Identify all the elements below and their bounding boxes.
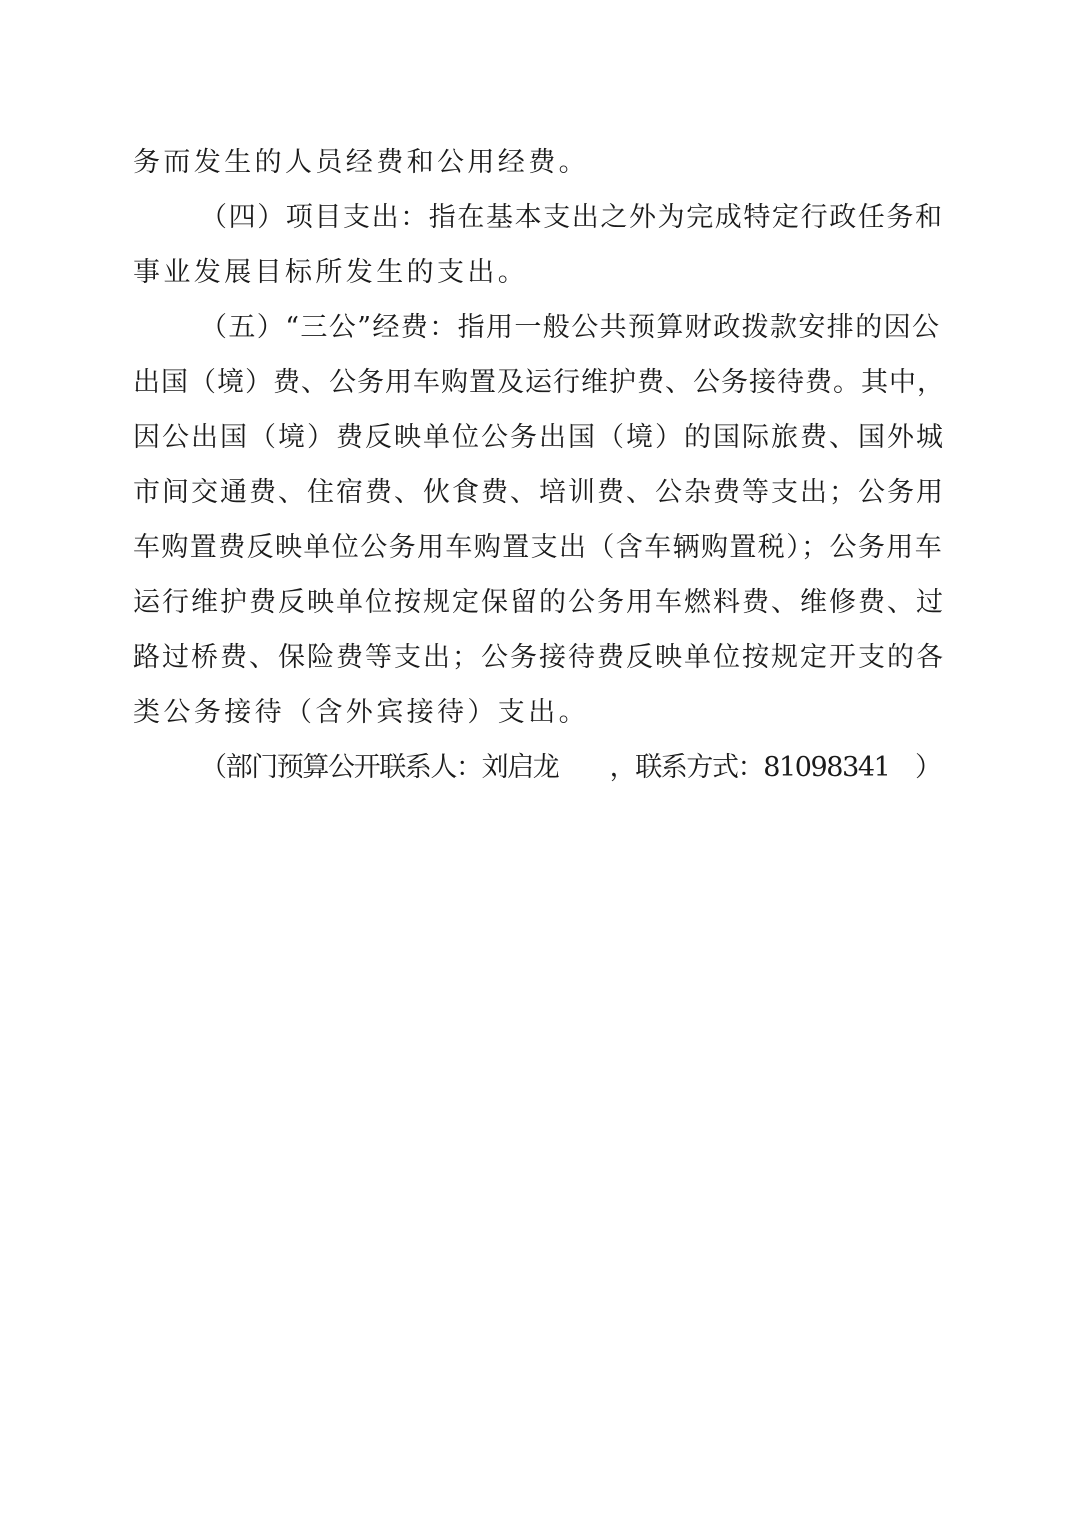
paragraph-line: （五）“三公”经费：指用一般公共预算财政拨款安排的因公	[200, 312, 941, 343]
paragraph-line: 市间交通费、住宿费、伙食费、培训费、公杂费等支出；公务用	[133, 477, 945, 508]
paragraph-line: 路过桥费、保险费等支出；公务接待费反映单位按规定开支的各	[133, 642, 945, 673]
paragraph-line: 务而发生的人员经费和公用经费。	[133, 147, 589, 178]
paragraph-line: 车购置费反映单位公务用车购置支出（含车辆购置税）；公务用车	[133, 532, 944, 563]
paragraph-line: （四）项目支出：指在基本支出之外为完成特定行政任务和	[200, 202, 944, 233]
paragraph-line: 运行维护费反映单位按规定保留的公务用车燃料费、维修费、过	[133, 587, 945, 618]
paragraph-line: 类公务接待（含外宾接待）支出。	[133, 697, 589, 728]
paragraph-line: 因公出国（境）费反映单位公务出国（境）的国际旅费、国外城	[133, 422, 945, 453]
paragraph-line: 出国（境）费、公务用车购置及运行维护费、公务接待费。其中，	[133, 367, 945, 398]
paragraph-line: 事业发展目标所发生的支出。	[133, 257, 529, 288]
contact-line: （部门预算公开联系人：刘启龙 ，联系方式：81098341 ）	[200, 752, 941, 783]
